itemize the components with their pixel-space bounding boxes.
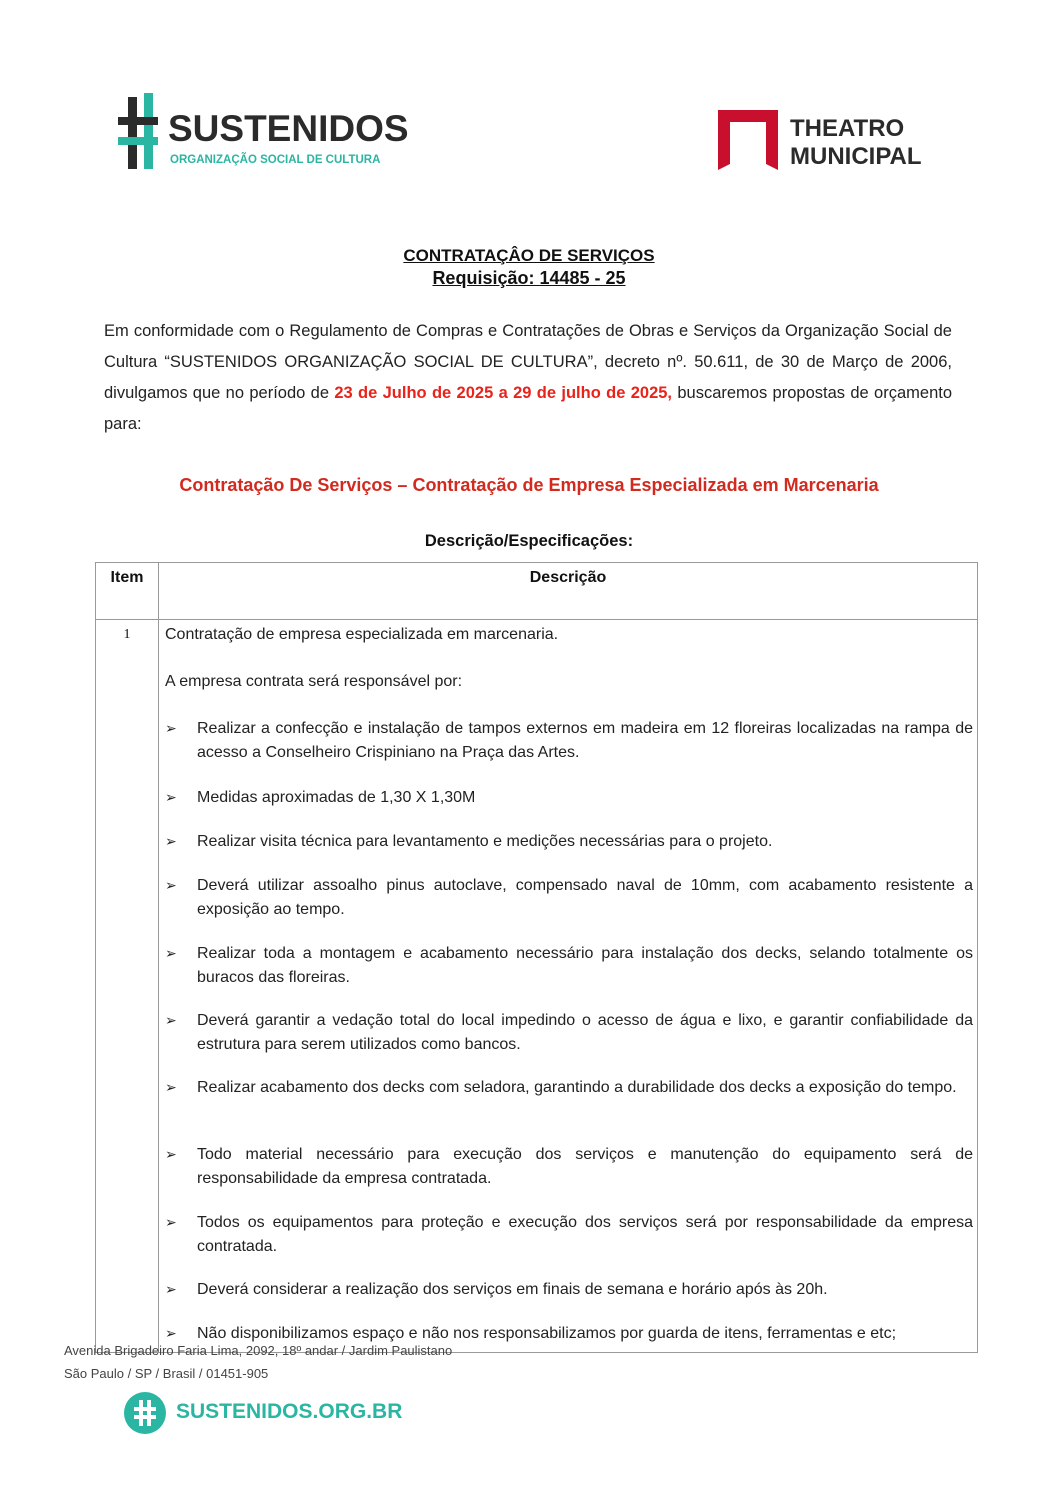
- arrow-bullet-icon: ➢: [165, 789, 177, 805]
- list-item-text: Medidas aproximadas de 1,30 X 1,30M: [197, 789, 476, 806]
- sustenidos-hash-icon: [118, 93, 158, 169]
- column-header-item: Item: [110, 569, 144, 586]
- item-description: [165, 623, 973, 1348]
- list-item-text: Realizar visita técnica para levantamento e medições necessárias para o projeto.: [197, 833, 773, 850]
- theatro-municipal-logo: [714, 106, 954, 176]
- header-divider: [96, 619, 977, 620]
- list-item: [165, 717, 973, 786]
- list-item-text: Não disponibilizamos espaço e não nos responsabilizamos por guarda de itens, ferramentas e etc;: [197, 1325, 897, 1342]
- logo-line2: MUNICIPAL: [790, 143, 922, 170]
- list-item: [165, 786, 973, 830]
- requirements-list: [165, 717, 973, 1348]
- list-item: [165, 1278, 973, 1322]
- intro-period: 23 de Julho de 2025 a 29 de julho de 2025,: [334, 384, 673, 402]
- description-line: A empresa contrata será responsável por:: [165, 673, 463, 690]
- arrow-bullet-icon: ➢: [165, 833, 177, 849]
- list-item-text: Realizar acabamento dos decks com seladora, garantindo a durabilidade dos decks a exposição do tempo.: [197, 1079, 957, 1096]
- list-item: [165, 830, 973, 874]
- footer-address-line1: Avenida Brigadeiro Faria Lima, 2092, 18º andar / Jardim Paulistano: [64, 1343, 453, 1358]
- list-item: [165, 1143, 973, 1211]
- arrow-bullet-icon: ➢: [165, 945, 177, 961]
- list-item: [165, 874, 973, 942]
- list-item-text: Deverá considerar a realização dos serviços em finais de semana e horário após às 20h.: [197, 1281, 828, 1298]
- logo-line1: THEATRO: [790, 115, 905, 142]
- list-item: [165, 1009, 973, 1076]
- footer-website: SUSTENIDOS.ORG.BR: [176, 1400, 403, 1423]
- description-line: Contratação de empresa especializada em marcenaria.: [165, 626, 559, 643]
- arrow-bullet-icon: ➢: [165, 1079, 177, 1095]
- subject-heading: Contratação De Serviços – Contratação de Empresa Especializada em Marcenaria: [179, 475, 879, 495]
- sustenidos-logo: [116, 93, 409, 173]
- list-item-text: Deverá utilizar assoalho pinus autoclave, compensado naval de 10mm, com acabamento resistente a exposição ao tempo.: [197, 877, 973, 918]
- intro-text-after: buscaremos propostas de orçamento para:: [104, 384, 953, 433]
- list-item-text: Todo material necessário para execução dos serviços e manutenção do equipamento será de responsabilidade da empresa contratada.: [197, 1146, 973, 1187]
- list-item-text: Deverá garantir a vedação total do local impedindo o acesso de água e lixo, e garantir confiabilidade da estrutura para serem utilizados como bancos.: [197, 1012, 973, 1053]
- arrow-bullet-icon: ➢: [165, 1325, 177, 1341]
- footer-logo: [124, 1392, 403, 1438]
- intro-paragraph: [104, 316, 952, 440]
- document-title: CONTRATAÇÂO DE SERVIÇOS: [403, 246, 655, 265]
- logo-name: SUSTENIDOS: [168, 108, 409, 149]
- sustenidos-hash-icon: [124, 1392, 166, 1434]
- arrow-bullet-icon: ➢: [165, 1146, 177, 1162]
- list-item: [165, 1211, 973, 1278]
- list-item-text: Realizar toda a montagem e acabamento necessário para instalação dos decks, selando totalmente os buracos das floreiras.: [197, 945, 973, 986]
- arrow-bullet-icon: ➢: [165, 1281, 177, 1297]
- column-divider: [158, 563, 159, 1352]
- spec-table: [95, 562, 978, 1353]
- list-item: [165, 942, 973, 1009]
- arrow-bullet-icon: ➢: [165, 1012, 177, 1028]
- list-item-text: Realizar a confecção e instalação de tampos externos em madeira em 12 floreiras localizadas na rampa de acesso a Conselheiro Crispiniano na Praça das Artes.: [197, 720, 973, 761]
- column-header-description: Descrição: [529, 569, 607, 586]
- item-number: 1: [123, 627, 131, 642]
- arrow-bullet-icon: ➢: [165, 1214, 177, 1230]
- list-item: [165, 1076, 973, 1143]
- spec-label: Descrição/Especificações:: [424, 532, 634, 550]
- logo-tagline: ORGANIZAÇÃO SOCIAL DE CULTURA: [170, 154, 381, 166]
- arrow-bullet-icon: ➢: [165, 877, 177, 893]
- intro-text-before: Em conformidade com o Regulamento de Compras e Contratações de Obras e Serviços da Organização Social de Cultura “SUSTENIDOS ORGANIZAÇÃO SOCIAL DE CULTURA”, decreto nº. 50.611, de 30 de Março de 2006, divulgamos que no período de: [104, 322, 952, 402]
- arrow-bullet-icon: ➢: [165, 720, 177, 736]
- list-item-text: Todos os equipamentos para proteção e execução dos serviços será por responsabilidade da empresa contratada.: [197, 1214, 973, 1255]
- requisition-number: Requisição: 14485 - 25: [432, 268, 626, 288]
- footer-address-line2: São Paulo / SP / Brasil / 01451-905: [64, 1366, 269, 1381]
